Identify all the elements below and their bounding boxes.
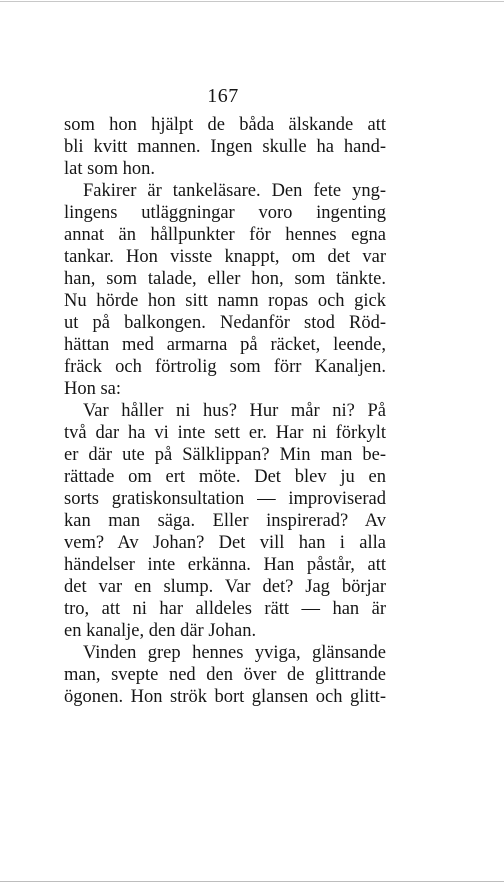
text-line: annat än hållpunkter för hennes egna xyxy=(64,225,386,245)
text-line: man, svepte ned den över de glittrande xyxy=(64,665,386,685)
text-line: kan man säga. Eller inspirerad? Av xyxy=(64,511,386,531)
text-line: vem? Av Johan? Det vill han i alla xyxy=(64,533,386,553)
text-line: Nu hörde hon sitt namn ropas och gick xyxy=(64,291,386,311)
text-line: fräck och förtrolig som förr Kanaljen. xyxy=(64,357,386,377)
text-line: en kanalje, den där Johan. xyxy=(64,621,257,641)
text-line: bli kvitt mannen. Ingen skulle ha hand- xyxy=(64,137,386,157)
text-line: lingens utläggningar voro ingenting xyxy=(64,203,386,223)
text-line: två dar ha vi inte sett er. Har ni förkylt xyxy=(64,423,386,443)
body-text xyxy=(64,114,386,708)
text-line: ögonen. Hon strök bort glansen och glitt- xyxy=(64,687,386,707)
text-line: som hon hjälpt de båda älskande att xyxy=(64,115,386,135)
text-line: rättade om ert möte. Det blev ju en xyxy=(64,467,386,487)
text-line: ut på balkongen. Nedanför stod Röd- xyxy=(64,313,386,333)
text-line: det var en slump. Var det? Jag börjar xyxy=(64,577,386,597)
text-line: Hon sa: xyxy=(64,379,122,399)
text-line: tankar. Hon visste knappt, om det var xyxy=(64,247,386,267)
page-bottom-edge-rule xyxy=(0,881,504,882)
text-line: hättan med armarna på räcket, leende, xyxy=(64,335,386,355)
text-line: Vinden grep hennes yviga, glänsande xyxy=(83,643,386,663)
text-line: sorts gratiskonsultation — improviserad xyxy=(64,489,386,509)
page-number: 167 xyxy=(207,85,239,107)
text-line: tro, att ni har alldeles rätt — han är xyxy=(64,599,386,619)
text-line: händelser inte erkänna. Han påstår, att xyxy=(64,555,386,575)
text-line: Var håller ni hus? Hur mår ni? På xyxy=(83,401,386,421)
text-line: han, som talade, eller hon, som tänkte. xyxy=(64,269,386,289)
page-top-edge-rule xyxy=(0,1,504,2)
text-line: er där ute på Sälklippan? Min man be- xyxy=(64,445,386,465)
text-line: lat som hon. xyxy=(64,159,155,179)
text-line: Fakirer är tankeläsare. Den fete yng- xyxy=(83,181,386,201)
